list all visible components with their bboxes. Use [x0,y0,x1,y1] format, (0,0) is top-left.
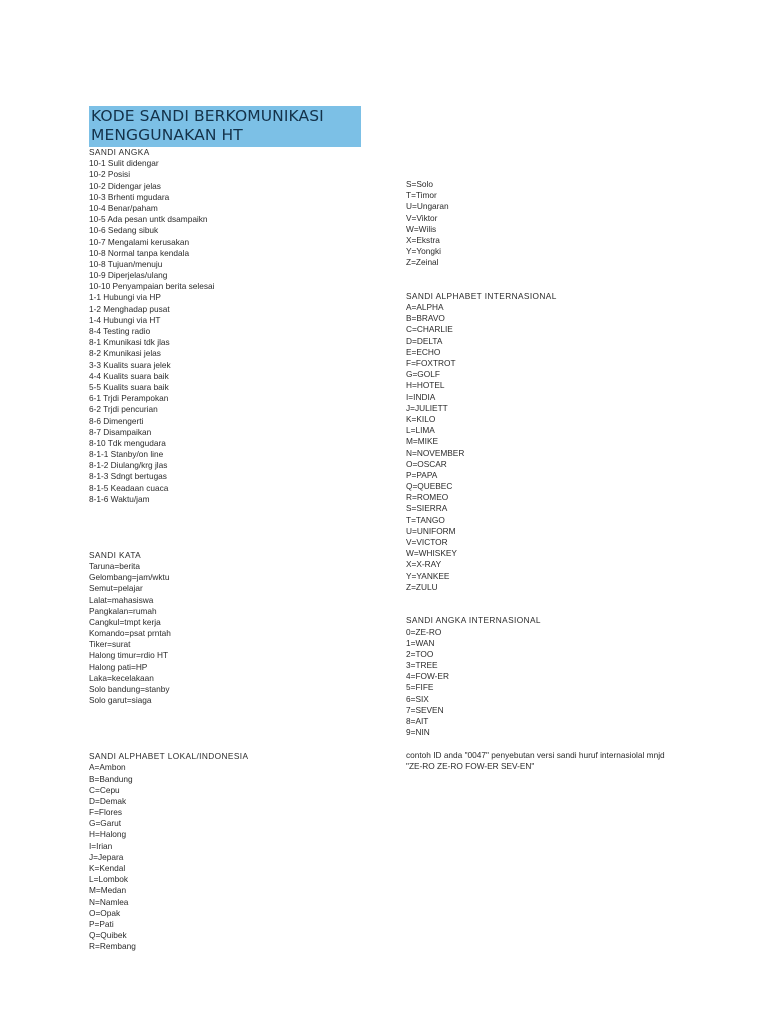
list-item: G=GOLF [406,369,440,380]
list-item: U=Ungaran [406,201,449,212]
list-item: 10-9 Diperjelas/ulang [89,270,168,281]
list-item: 8-1-1 Stanby/on line [89,449,164,460]
list-item: C=Cepu [89,784,120,795]
title-line-1: KODE SANDI BERKOMUNIKASI [91,107,324,125]
section-alphabet-lokal [89,751,379,952]
list-item: Lalat=mahasiswa [89,594,154,605]
right-column [406,179,736,772]
list-item: G=Garut [89,818,122,829]
section-sandi-kata [89,550,379,707]
section-heading: SANDI ANGKA INTERNASIONAL [406,615,541,626]
list-item: 10-5 Ada pesan untk dsampaikn [89,214,208,225]
list-item: Z=ZULU [406,581,438,592]
list-item: 10-7 Mengalami kerusakan [89,236,190,247]
list-item: U=UNIFORM [406,525,456,536]
list-item: J=Jepara [89,851,124,862]
section-sandi-angka [89,147,379,505]
list-item: R=Rembang [89,941,136,952]
list-item: 10-3 Brhenti mgudara [89,191,170,202]
list-item: Laka=kecelakaan [89,672,154,683]
list-item: O=Opak [89,907,121,918]
list-item: Taruna=berita [89,560,140,571]
list-item: Gelombang=jam/wktu [89,572,170,583]
list-item: R=ROMEO [406,492,449,503]
list-item: M=Medan [89,885,127,896]
list-item: H=Halong [89,829,127,840]
list-item: W=Wilis [406,223,437,234]
list-item: 3-3 Kualits suara jelek [89,359,171,370]
list-item: 1-2 Menghadap pusat [89,303,170,314]
section-heading: SANDI KATA [89,549,142,560]
list-item: F=FOXTROT [406,358,456,368]
list-item: K=Kendal [89,863,126,873]
list-item: H=HOTEL [406,380,445,391]
list-item: P=PAPA [406,469,438,480]
list-item: Halong timur=rdio HT [89,650,169,661]
list-item: K=KILO [406,413,436,424]
list-item: 10-8 Normal tanpa kendala [89,247,190,258]
list-item: 8-1-3 Sdngt bertugas [89,471,167,482]
list-item: 10-6 Sedang sibuk [89,225,159,236]
list-item: 8-1-5 Keadaan cuaca [89,482,169,493]
list-item: 8-1 Kmunikasi tdk jlas [89,337,170,348]
list-item: I=Irian [89,840,113,851]
list-item: T=Timor [406,190,437,201]
section-alphabet-lokal-continued [406,179,736,269]
list-item: 6=SIX [406,693,429,704]
list-item: E=ECHO [406,346,441,357]
list-item: Halong pati=HP [89,661,148,672]
list-item: 1=WAN [406,637,435,648]
list-item: Solo bandung=stanby [89,684,170,694]
list-item: B=BRAVO [406,313,445,324]
list-item: Tiker=surat [89,639,131,650]
title-line-2: MENGGUNAKAN HT [91,126,243,144]
list-item: Q=QUEBEC [406,481,453,492]
section-heading: SANDI ALPHABET INTERNASIONAL [406,290,557,301]
list-item: 10-8 Tujuan/menuju [89,258,163,269]
list-item: O=OSCAR [406,458,447,469]
list-item: 10-10 Penyampaian berita selesai [89,281,215,292]
list-item: Komando=psat prntah [89,628,171,639]
list-item: D=Demak [89,795,127,806]
list-item: Solo garut=siaga [89,695,152,706]
list-item: Z=Zeinal [406,257,439,268]
list-item: 8-2 Kmunikasi jelas [89,348,161,359]
list-item: A=Ambon [89,762,126,773]
list-item: Cangkul=tmpt kerja [89,616,161,627]
section-heading: SANDI ANGKA [89,147,150,157]
list-item: 4=FOW-ER [406,671,449,682]
list-item: 5-5 Kualits suara baik [89,381,169,392]
list-item: P=Pati [89,918,114,929]
list-item: X=Ekstra [406,234,440,245]
list-item: Y=YANKEE [406,570,450,581]
list-item: 6-2 Trjdi pencurian [89,404,158,415]
list-item: 6-1 Trjdi Perampokan [89,393,169,404]
list-item: 4-4 Kualits suara baik [89,370,169,381]
section-heading: SANDI ALPHABET LOKAL/INDONESIA [89,751,249,762]
list-item: 0=ZE-RO [406,626,442,637]
list-item: V=Viktor [406,212,438,223]
list-item: "ZE-RO ZE-RO FOW-ER SEV-EN" [406,760,535,771]
document-title [89,106,361,147]
list-item: N=Namlea [89,896,129,907]
list-item: 8=AIT [406,716,429,726]
list-item: 8-7 Disampaikan [89,426,152,437]
list-item: 10-1 Sulit didengar [89,158,159,169]
list-item: D=DELTA [406,335,443,346]
example-note [406,750,736,772]
list-item: X=X-RAY [406,559,442,570]
list-item: I=INDIA [406,391,436,402]
list-item: C=CHARLIE [406,324,453,335]
list-item: L=LIMA [406,425,435,436]
list-item: Semut=pelajar [89,583,143,594]
list-item: 8-6 Dimengerti [89,415,144,426]
list-item: B=Bandung [89,773,133,784]
list-item: 1-1 Hubungi via HP [89,292,161,303]
list-item: 5=FIFE [406,682,434,693]
list-item: 10-4 Benar/paham [89,202,158,213]
list-item: N=NOVEMBER [406,447,465,458]
section-angka-internasional [406,615,736,738]
list-item: 8-10 Tdk mengudara [89,437,166,448]
list-item: Pangkalan=rumah [89,605,157,616]
list-item: Q=Quibek [89,930,127,941]
list-item: J=JULIETT [406,402,448,413]
list-item: V=VICTOR [406,537,448,547]
list-item: Y=Yongki [406,246,441,257]
list-item: 10-2 Posisi [89,169,131,180]
list-item: M=MIKE [406,436,439,447]
list-item: S=SIERRA [406,503,448,514]
list-item: 7=SEVEN [406,704,444,715]
list-item: 1-4 Hubungi via HT [89,314,161,325]
list-item: 10-2 Didengar jelas [89,180,161,191]
list-item: contoh ID anda "0047" penyebutan versi sandi huruf internasiolal mnjd [406,749,665,760]
list-item: 9=NIN [406,727,430,738]
list-item: T=TANGO [406,514,445,525]
list-item: 3=TREE [406,660,438,671]
list-item: 8-1-2 Diulang/krg jlas [89,460,168,471]
list-item: L=Lombok [89,874,128,885]
list-item: 8-1-6 Waktu/jam [89,493,150,504]
list-item: 8-4 Testing radio [89,326,151,336]
list-item: A=ALPHA [406,302,444,313]
list-item: S=Solo [406,179,433,189]
section-alphabet-internasional [406,291,736,593]
list-item: F=Flores [89,807,122,818]
list-item: 2=TOO [406,648,434,659]
list-item: W=WHISKEY [406,548,457,559]
left-column [89,147,379,953]
